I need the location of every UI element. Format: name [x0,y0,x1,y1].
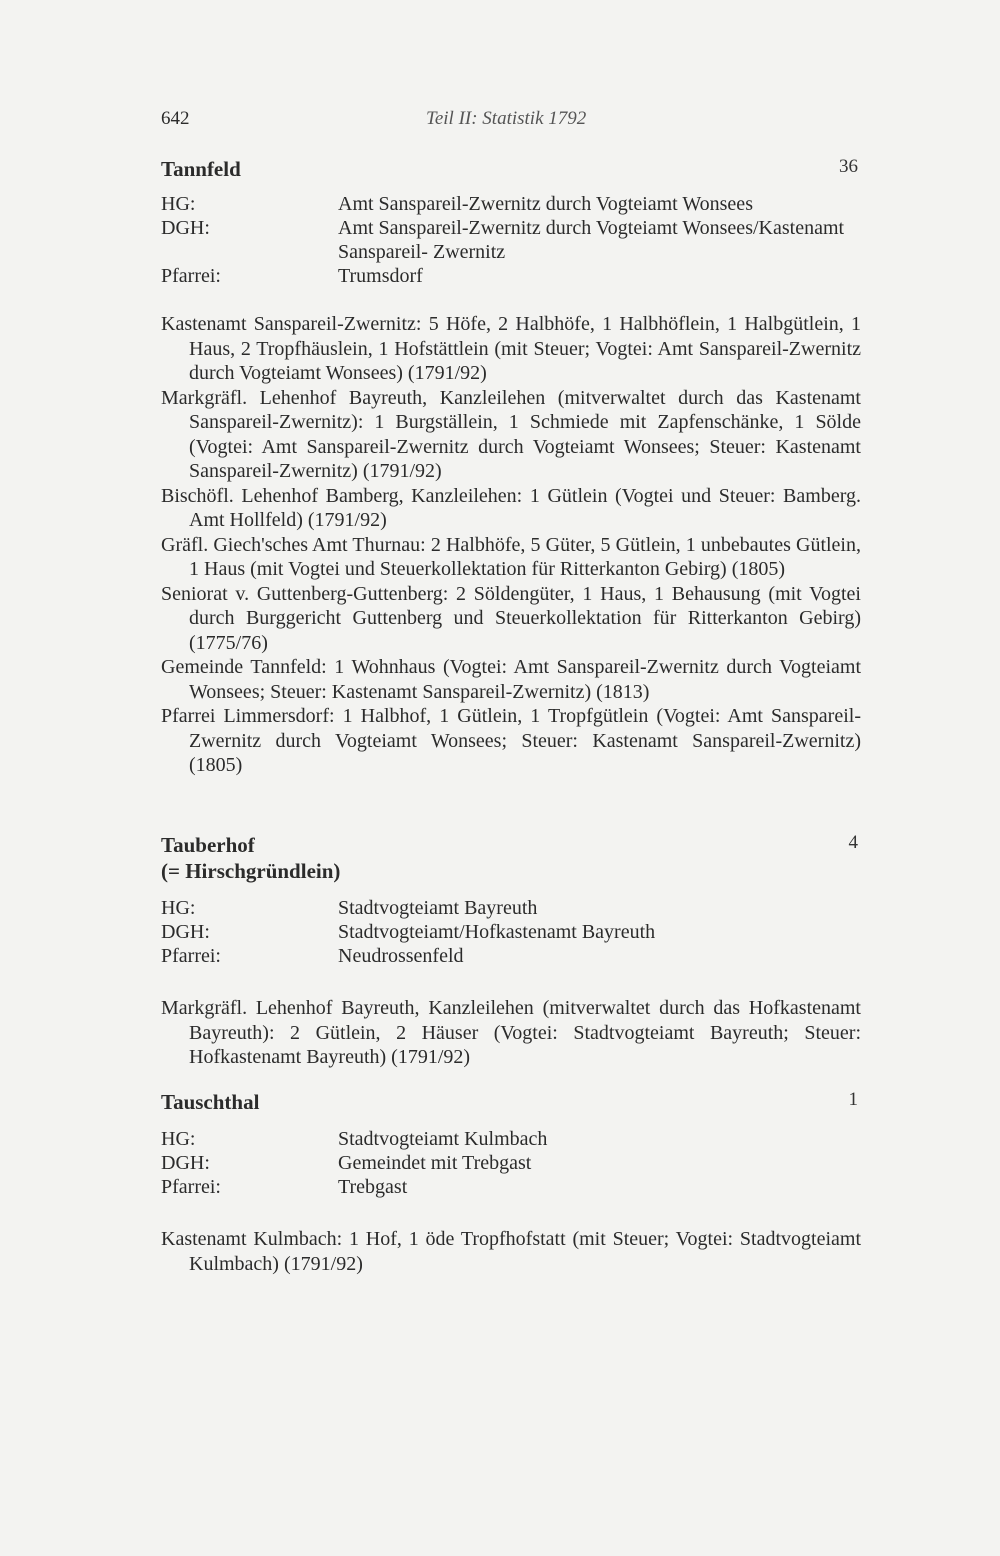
meta-value: Neudrossenfeld [338,945,464,967]
meta-value: Stadtvogteiamt/Hofkastenamt Bayreuth [338,921,656,943]
meta-value: Trebgast [338,1176,408,1198]
meta-row-dgh [161,1151,861,1175]
meta-label: Pfarrei: [161,945,221,967]
record: Gräfl. Giech'sches Amt Thurnau: 2 Halbhöfe, 5 Güter, 5 Gütlein, 1 unbebautes Gütlein, 1 Haus (mit Vogtei und Steuerkollektation für Ritterkanton Gebirg) (1805) [161,533,861,580]
meta-row-hg [161,192,861,216]
meta-label: DGH: [161,1152,210,1174]
record: Pfarrei Limmersdorf: 1 Halbhof, 1 Gütlein, 1 Tropfgütlein (Vogtei: Amt Sanspareil-Zwernitz durch Vogteiamt Wonsees; Steuer: Kastenamt Sanspareil-Zwernitz) (1805) [161,705,861,776]
entry-records [161,1227,861,1276]
entry-tannfeld [161,156,861,778]
meta-label: Pfarrei: [161,265,221,287]
record: Markgräfl. Lehenhof Bayreuth, Kanzleilehen (mitverwaltet durch das Hofkastenamt Bayreuth): 2 Gütlein, 2 Häuser (Vogtei: Stadtvogteiamt Bayreuth; Steuer: Hofkastenamt Bayreuth) (1791/92) [161,997,861,1068]
page-number: 642 [161,108,190,129]
meta-value: Amt Sanspareil-Zwernitz durch Vogteiamt Wonsees/Kastenamt Sanspareil- Zwernitz [338,217,845,263]
entry-title: Tauschthal [161,1090,260,1114]
record: Kastenamt Kulmbach: 1 Hof, 1 öde Tropfhofstatt (mit Steuer; Vogtei: Stadtvogteiamt Kulmbach) (1791/92) [161,1228,861,1275]
meta-value: Trumsdorf [338,265,423,287]
meta-label: DGH: [161,217,210,239]
meta-value: Amt Sanspareil-Zwernitz durch Vogteiamt Wonsees [338,193,753,215]
meta-label: DGH: [161,921,210,943]
meta-label: Pfarrei: [161,1176,221,1198]
entry-records [161,996,861,1070]
record: Markgräfl. Lehenhof Bayreuth, Kanzleilehen (mitverwaltet durch das Kastenamt Sanspareil-Zwernitz): 1 Burgställein, 1 Schmiede mit Zapfenschänke, 1 Sölde (Vogtei: Amt Sanspareil-Zwernitz durch Vogteiamt Wonsees; Steuer: Kastenamt Sanspareil-Zwernitz) (1791/92) [161,386,861,482]
entry-meta [161,896,861,968]
record: Bischöfl. Lehenhof Bamberg, Kanzleilehen: 1 Gütlein (Vogtei und Steuer: Bamberg. Amt Hollfeld) (1791/92) [161,484,861,531]
meta-row-hg [161,896,861,920]
entry-meta [161,192,861,288]
meta-row-pfarrei [161,264,861,288]
entry-count: 36 [839,156,858,177]
entry-tauberhof [161,832,861,1070]
entry-meta [161,1127,861,1199]
meta-value: Gemeindet mit Trebgast [338,1152,532,1174]
meta-label: HG: [161,1128,196,1150]
record: Kastenamt Sanspareil-Zwernitz: 5 Höfe, 2 Halbhöfe, 1 Halbhöflein, 1 Halbgütlein, 1 Haus, 2 Tropfhäuslein, 1 Hofstättlein (mit Steuer; Vogtei: Amt Sanspareil-Zwernitz durch Vogteiamt Wonsees) (1791/92) [161,313,861,384]
meta-label: HG: [161,897,196,919]
meta-row-pfarrei [161,1175,861,1199]
running-title: Teil II: Statistik 1792 [426,108,587,129]
meta-value: Stadtvogteiamt Kulmbach [338,1128,548,1150]
entry-subtitle: (= Hirschgründlein) [161,859,341,883]
entry-tauschthal [161,1089,861,1276]
record: Gemeinde Tannfeld: 1 Wohnhaus (Vogtei: Amt Sanspareil-Zwernitz durch Vogteiamt Wonsees; Steuer: Kastenamt Sanspareil-Zwernitz) (1813) [161,656,861,703]
meta-row-dgh [161,216,861,264]
meta-label: HG: [161,193,196,215]
meta-value: Stadtvogteiamt Bayreuth [338,897,538,919]
entry-count: 4 [848,832,858,853]
meta-row-hg [161,1127,861,1151]
entry-count: 1 [848,1089,858,1110]
meta-row-dgh [161,920,861,944]
meta-row-pfarrei [161,944,861,968]
entry-records [161,312,861,778]
record: Seniorat v. Guttenberg-Guttenberg: 2 Söldengüter, 1 Haus, 1 Behausung (mit Vogtei durch Burggericht Guttenberg und Steuerkollektation für Ritterkanton Gebirg) (1775/76) [161,582,861,654]
entry-title: Tannfeld [161,157,241,181]
entry-title: Tauberhof [161,833,255,857]
